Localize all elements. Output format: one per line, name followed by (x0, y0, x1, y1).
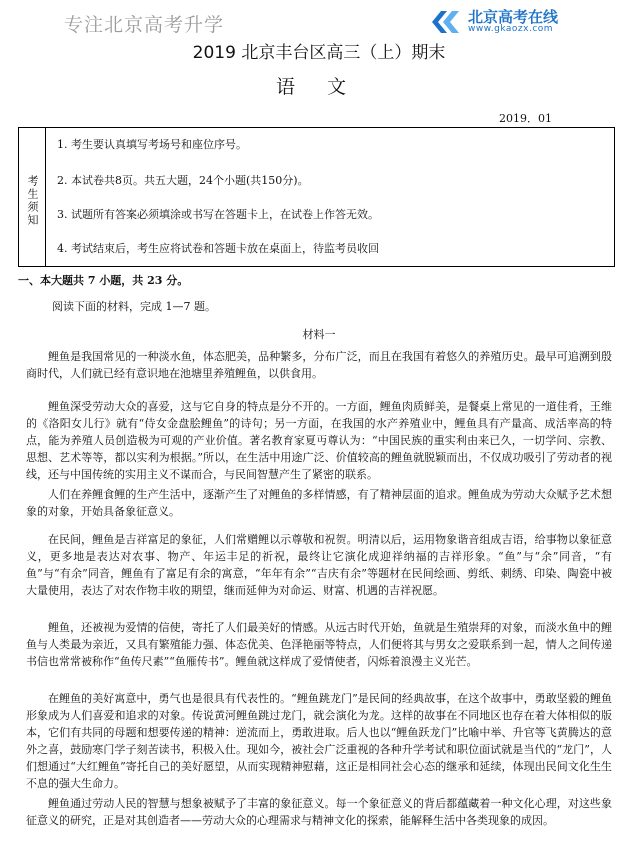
section-heading: 一、本大题共 7 小题，共 23 分。 (18, 274, 189, 287)
notice-side-label: 考生须知 (26, 175, 39, 227)
site-logo[interactable] (428, 4, 618, 38)
exam-subject: 语文 (275, 76, 378, 98)
body-paragraph: 鲤鱼通过劳动人民的智慧与想象被赋予了丰富的象征意义。每一个象征意义的背后都蕴藏着一种文化心理，对这些象征意义的研究，正是对其创造者——劳动大众的心理需求与精神文化的探索，能解释生活中各类现象的成因。 (26, 797, 612, 827)
section-intro: 阅读下面的材料，完成 1—7 题。 (52, 300, 216, 313)
body-paragraph: 在民间，鲤鱼是吉祥富足的象征，人们常赠鲤以示尊敬和祝贺。明清以后，运用物象谐音组成吉语，给事物以象征意义，更多地是表达对农事、物产、年运丰足的祈祝，最终让它演化成迎祥纳福的吉祥形象。“鱼”与“余”同音，“有鱼”与“有余”同音，鲤鱼有了富足有余的寓意，“年年有余”“吉庆有余”等题材在民间绘画、剪纸、刺绣、印染、陶瓷中被大量使用，表达了对农作物丰收的期望，继而延伸为对命运、财富、机遇的吉祥祝愿。 (26, 533, 612, 597)
material-title: 材料一 (302, 328, 336, 341)
notice-item: 1. 考生要认真填写考场号和座位序号。 (57, 138, 247, 151)
logo-name: 北京高考在线 (468, 8, 559, 26)
body-paragraph: 在鲤鱼的美好寓意中，勇气也是很具有代表性的。“鲤鱼跳龙门”是民间的经典故事，在这个故事中，勇敢坚毅的鲤鱼形象成为人们喜爱和追求的对象。传说黄河鲤鱼跳过龙门，就会演化为龙。这样的故事在不同地区也存在着大体相似的版本，它们有共同的母题和想要传递的精神：逆流而上，勇敢进取。后人也以“鲤鱼跃龙门”比喻中举、升官等飞黄腾达的意外之喜，鼓励寒门学子刻苦读书，积极入仕。现如今，被社会广泛重视的各种升学考试和职位面试就是当代的“龙门”，人们想通过“大红鲤鱼”寄托自己的美好愿望，从而实现精神慰藉，这正是相同社会心态的继承和延续，体现出民间文化生生不息的强大生命力。 (26, 692, 612, 790)
notice-item: 4. 考试结束后，考生应将试卷和答题卡放在桌面上，待监考员收回 (57, 242, 379, 255)
exam-date: 2019．01 (499, 112, 552, 125)
body-paragraph: 鲤鱼是我国常见的一种淡水鱼，体态肥美，品种繁多，分布广泛，而且在我国有着悠久的养殖历史。最早可追溯到殷商时代，人们就已经有意识地在池塘里养殖鲤鱼，以供食用。 (26, 350, 612, 380)
exam-title: 2019 北京丰台区高三（上）期末 (192, 43, 446, 63)
logo-url: www.gkaozx.com (468, 24, 554, 34)
gk-logo-icon (428, 6, 462, 36)
notice-side-column (19, 128, 46, 266)
header-slogan: 专注北京高考升学 (64, 14, 225, 36)
body-paragraph: 鲤鱼，还被视为爱情的信使，寄托了人们最美好的情感。从远古时代开始，鱼就是生殖崇拜的对象，而淡水鱼中的鲤鱼与人类最为亲近，又具有繁殖能力强、体态优美、色泽艳丽等特点，人们便将其与男女之爱联系到一起，情人之间传递书信也常常被称作“鱼传尺素”“鱼雁传书”。鲤鱼就这样成了爱情使者，闪烁着浪漫主义光芒。 (26, 621, 612, 668)
notice-item: 2. 本试卷共8页。共五大题，24个小题(共150分)。 (57, 174, 309, 187)
notice-item: 3. 试题所有答案必须填涂或书写在答题卡上，在试卷上作答无效。 (57, 208, 379, 221)
body-paragraph: 人们在养鲤食鲤的生产生活中，逐渐产生了对鲤鱼的多样情感，有了精神层面的追求。鲤鱼成为劳动大众赋予艺术想象的对象，开始具备象征意义。 (26, 488, 612, 518)
body-paragraph: 鲤鱼深受劳动大众的喜爱，这与它自身的特点是分不开的。一方面，鲤鱼肉质鲜美，是餐桌上常见的一道佳肴，王维的《洛阳女儿行》就有“侍女金盘脍鲤鱼”的诗句；另一方面，在我国的水产养殖业中，鲤鱼具有产量高、成活率高的特点，能为养殖人员创造极为可观的产业价值。著名教育家夏丏尊认为：“中国民族的重实利由来已久，一切学问、宗教、思想、艺术等等，都以实利为根据。”所以，在生活中用途广泛、价值较高的鲤鱼就脱颖而出，不仅成功吸引了劳动者的视线，还与中国传统的实用主义不谋而合，与民间智慧产生了紧密的联系。 (26, 400, 612, 481)
exam-notice-box (18, 127, 615, 267)
